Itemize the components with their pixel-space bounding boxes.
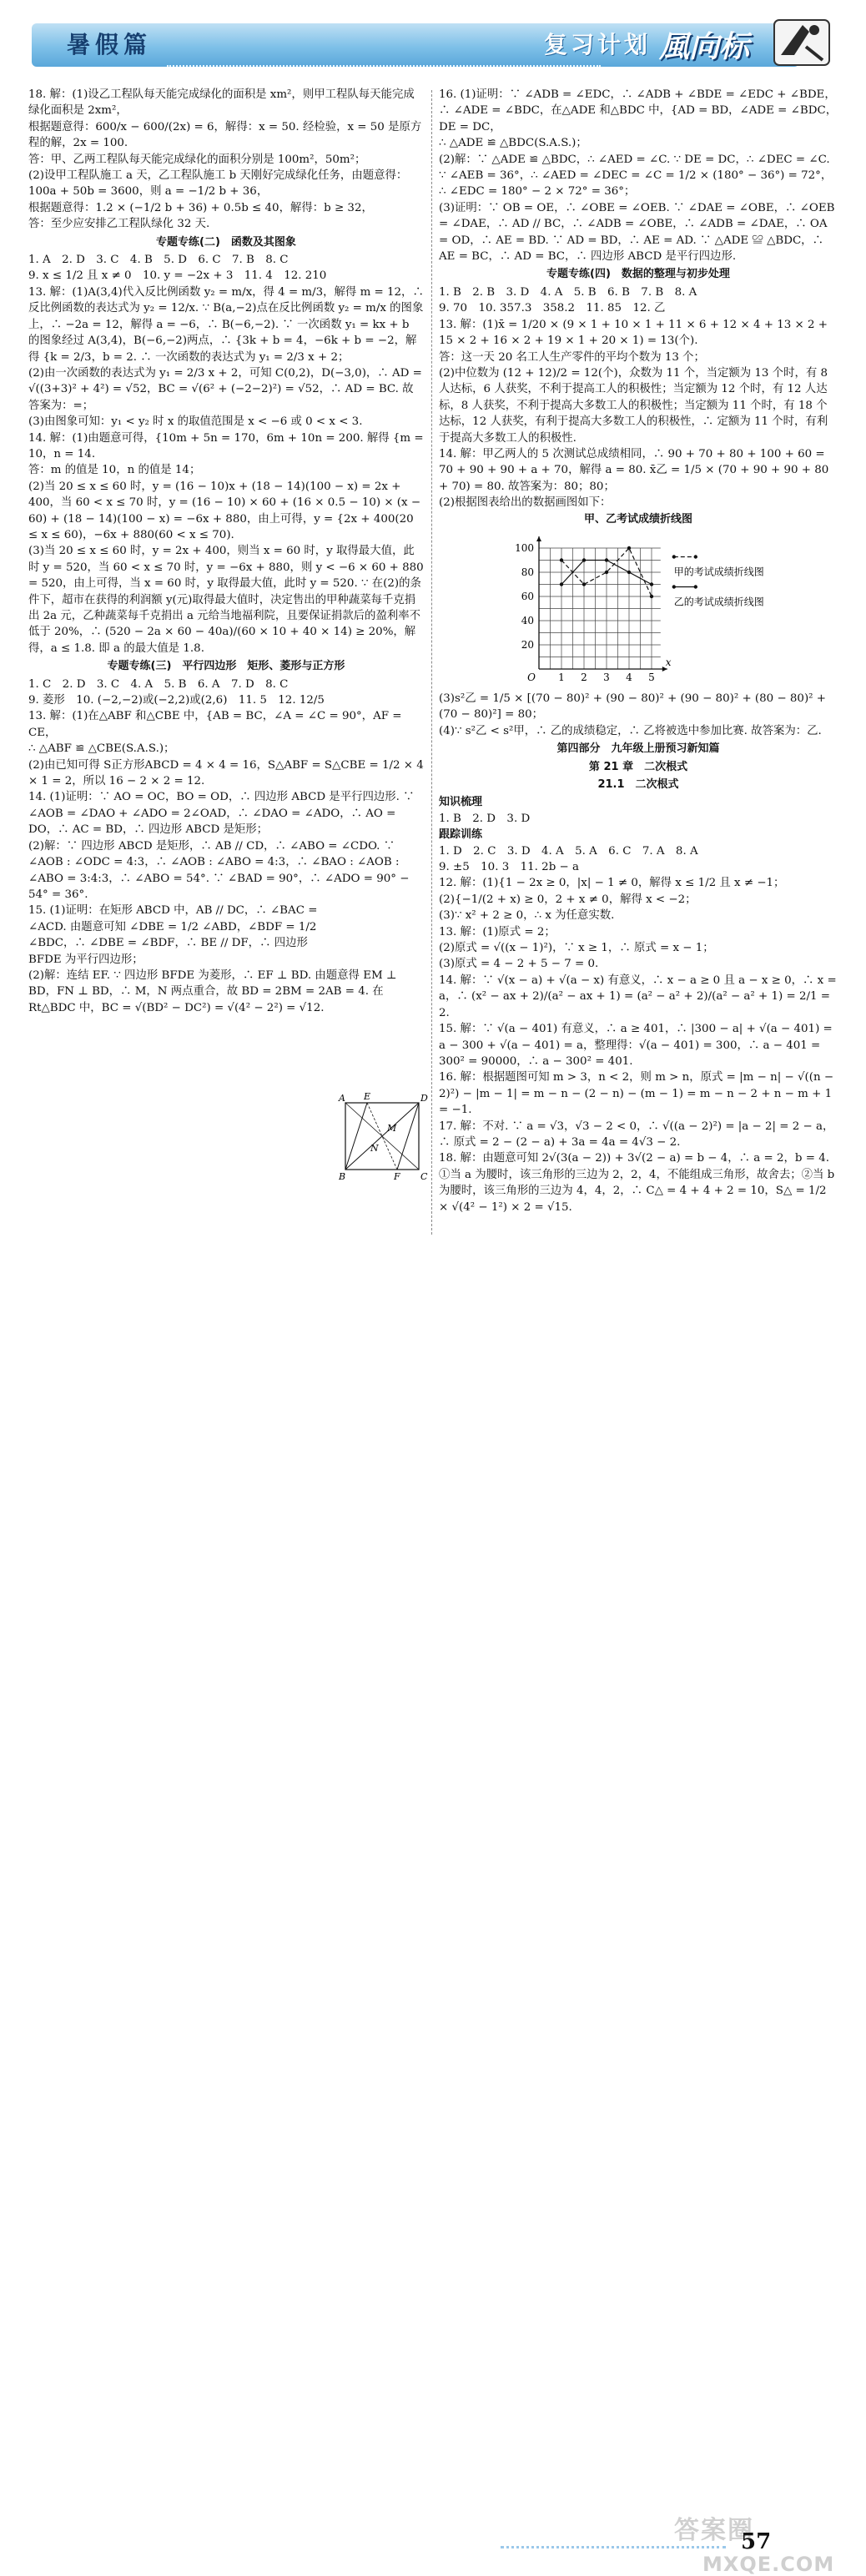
series-jia-point bbox=[627, 546, 631, 550]
brand-logo-text: 風向标 bbox=[659, 30, 750, 64]
x-axis-label: x bbox=[665, 656, 672, 668]
chapter-heading: 第 21 章 二次根式 bbox=[588, 760, 688, 773]
q18-line: (2)设甲工程队施工 a 天，乙工程队施工 b 天刚好完成绿化任务，由题意得：100a + 50b = 3600，则 a = −1/2 b + 36， bbox=[28, 169, 408, 199]
solution-line: (2){−1/(2 + x) ≥ 0，2 + x ≠ 0，解得 x < −2； bbox=[439, 893, 697, 906]
solution-line: (3)原式 = 4 − 2 + 5 − 7 = 0. bbox=[439, 958, 599, 971]
score-chart bbox=[439, 529, 838, 687]
label-f: F bbox=[394, 1171, 400, 1182]
series-jia-point bbox=[650, 595, 653, 598]
q15-line: (2)解：连结 EF. ∵ 四边形 BFDE 为菱形，∴ EF ⊥ BD. 由题意得 EM ⊥ BD，FN ⊥ BD，∴ M，N 两点重合，故 BD = 2BM = 2AB = 4. 在 Rt△BDC 中，BC = √(BD² − DC²) = √(4² − 2²) = √12. bbox=[28, 969, 400, 1014]
lesson-heading: 21.1 二次根式 bbox=[597, 778, 679, 791]
q18-line: 答：甲、乙两工程队每天能完成绿化的面积分别是 100m²，50m²； bbox=[28, 153, 366, 166]
footer-dotted-line bbox=[501, 2546, 726, 2548]
solution-line: 16. 解：根据题图可知 m > 3，n < 2，则 m > n，原式 = |m − n| − √((n − 2)²) − |m − 1| = m − n − (2 − n) − (m − 1) = m − n − 2 + n − m + 1 = −1. bbox=[439, 1071, 838, 1117]
label-c: C bbox=[420, 1171, 428, 1182]
q13-line: 13. 解：(1)x̄ = 1/20 × (9 × 1 + 10 × 1 + 11 × 6 + 12 × 4 + 13 × 2 + 15 × 2 + 16 × 2 + 19 × 1 + 20 × 1) = 13(个). bbox=[439, 318, 832, 348]
q13-line: (2)中位数为 (12 + 12)/2 = 12(个)，众数为 11 个，当定额为 13 个时，有 8 人达标，6 人获奖，不利于提高工人的积极性；当定额为 12 个时，有 12 人达标，8 人获奖，不利于提高大多数工人的积极性；当定额为 11 个时，有 18 个达标，12 人获奖，有利于提高大多数工人的积极性，∴ 定额为 11 个时，有利于提高大多数工人的积极性. bbox=[439, 366, 832, 445]
series-yi-point bbox=[627, 571, 631, 574]
answer-line: 1. A 2. D 3. C 4. B 5. D 6. C 7. B 8. C bbox=[28, 254, 289, 267]
segment-am bbox=[345, 1103, 382, 1136]
answer-line: 1. C 2. D 3. C 4. A 5. B 6. A 7. D 8. C bbox=[28, 677, 289, 691]
legend-label: 乙的考试成绩折线图 bbox=[673, 596, 764, 608]
q16-line: ∴ △ADE ≌ △BDC(S.A.S.)； bbox=[439, 137, 587, 150]
solution-line: (3)∵ x² + 2 ≥ 0，∴ x 为任意实数. bbox=[439, 909, 615, 923]
q14b-line: (2)解：∵ 四边形 ABCD 是矩形，∴ AB // CD，∴ ∠ABO = ∠CDO. ∵ ∠AOB : ∠ODC = 4:3，∴ ∠AOB : ∠ABO = 4:3，∴ ∠BAO : ∠AOB : ∠ABO = 3:4:3，∴ ∠ABO = 54°. ∵ ∠BAD = 90°，∴ ∠ADO = 90° − 54° = 36°. bbox=[28, 839, 413, 901]
series-yi-point bbox=[650, 582, 653, 586]
q14-line: (3)s²乙 = 1/5 × [(70 − 80)² + (90 − 80)² + (90 − 80)² + (80 − 80)² + (70 − 80)²] = 80； bbox=[439, 692, 830, 722]
series-yi-point bbox=[582, 558, 586, 561]
header-dotted-line bbox=[167, 58, 601, 67]
watermark-url: MXQE.COM bbox=[702, 2553, 835, 2576]
q18-line: 18. 解：(1)设乙工程队每天能完成绿化的面积是 xm²，则甲工程队每天能完成绿化面积是 2xm²， bbox=[28, 88, 415, 118]
subheading-genzong: 跟踪训练 bbox=[439, 828, 483, 842]
q13-line: (2)由一次函数的表达式为 y₁ = 2/3 x + 2，可知 C(0,2)，D(−3,0)，∴ AD = √((3+3)² + 4²) = √52，BC = √(6² + (−2−2)²) = √52，∴ AD = BC. 故答案为：=； bbox=[28, 366, 426, 412]
subheading-zhishi: 知识梳理 bbox=[439, 796, 483, 809]
page-number: 57 bbox=[741, 2529, 772, 2554]
section-heading: 专题专练(四) 数据的整理与初步处理 bbox=[546, 268, 730, 281]
q14-line: (4)∵ s²乙 < s²甲，∴ 乙的成绩稳定，∴ 乙将被选中参加比赛. 故答案为：乙. bbox=[439, 724, 822, 737]
x-tick-label: 1 bbox=[558, 671, 565, 683]
header-title: 复习计划 bbox=[544, 31, 652, 58]
q16-line: (2)解：∵ △ADE ≌ △BDC，∴ ∠AED = ∠C. ∵ DE = DC，∴ ∠DEC = ∠C. ∵ ∠AEB = 36°，∴ ∠AED = ∠DEC = ∠C = 1/2 × (180° − 36°) = 72°，∴ ∠EDC = 180° − 2 × 72° = 36°； bbox=[439, 153, 833, 199]
q14-line: 答：m 的值是 10，n 的值是 14； bbox=[28, 464, 201, 477]
y-tick-label: 20 bbox=[521, 638, 534, 651]
q13b-line: ∴ △ABF ≌ △CBE(S.A.S.)； bbox=[28, 742, 175, 756]
q13b-line: (2)由已知可得 S正方形ABCD = 4 × 4 = 16，S△ABF = S△CBE = 1/2 × 4 × 1 = 2，所以 16 − 2 × 2 = 12. bbox=[28, 758, 428, 788]
series-jia-point bbox=[560, 558, 563, 561]
q16-line: 16. (1)证明：∵ ∠ADB = ∠EDC，∴ ∠ADB + ∠BDE = ∠EDC + ∠BDE，∴ ∠ADE = ∠BDC，在△ADE 和△BDC 中，{AD = BD，∠ADE = ∠BDC，DE = DC， bbox=[439, 88, 838, 133]
q18-line: 根据题意得：600/x − 600/(2x) = 6，解得：x = 50. 经检验，x = 50 是原方程的解，2x = 100. bbox=[28, 120, 422, 150]
legend-marker bbox=[672, 585, 676, 588]
legend-marker bbox=[694, 555, 697, 558]
q13-line: (3)由图象可知：y₁ < y₂ 时 x 的取值范围是 x < −6 或 0 < x < 3. bbox=[28, 415, 363, 429]
watermark-text: 答案圈 bbox=[674, 2516, 754, 2545]
page-footer bbox=[0, 1251, 866, 2576]
q14-line: 14. 解：甲乙两人的 5 次测试总成绩相同，∴ 90 + 70 + 80 + 100 + 60 = 70 + 90 + 90 + a + 70，解得 a = 80. x̄乙 = 1/5 × (70 + 90 + 90 + 80 + 70) = 80. 故答案为：80；80； bbox=[439, 447, 833, 493]
label-n: N bbox=[370, 1143, 379, 1154]
label-m: M bbox=[387, 1123, 397, 1134]
solution-line: 13. 解：(1)原式 = 2； bbox=[439, 925, 556, 938]
solution-line: 18. 解：由题意可知 2√(3(a − 2)) + 3√(2 − a) = b − 4，∴ a = 2，b = 4. ①当 a 为腰时，该三角形的三边为 2，2，4，不能组成三角形，故舍去；②当 b 为腰时，该三角形的三边为 4，4，2，∴ C△ = 4 + 4 + 2 = 10，S△ = 1/2 × √(4² − 1²) × 2 = √15. bbox=[439, 1152, 838, 1214]
q15-line: 15. (1)证明：在矩形 ABCD 中，AB // DC，∴ ∠BAC = ∠ACD. 由题意可知 ∠DBE = 1/2 ∠ABD，∠BDF = 1/2 ∠BDC，∴ ∠DBE = ∠BDF，∴ BE // DF，∴ 四边形 BFDE 为平行四边形； bbox=[28, 904, 321, 966]
legend-marker bbox=[672, 555, 676, 558]
rectangle-diagram bbox=[337, 1091, 429, 1183]
section-tag: 暑假篇 bbox=[67, 31, 153, 58]
q13b-line: 13. 解：(1)在△ABF 和△CBE 中，{AB = BC，∠A = ∠C = 90°，AF = CE， bbox=[28, 710, 405, 739]
x-tick-label: 2 bbox=[581, 671, 587, 683]
q14-line: (3)当 20 ≤ x ≤ 60 时，y = 2x + 400，则当 x = 60 时，y 取得最大值，此时 y = 520，当 60 < x ≤ 70 时，y = −6x + 880，则 y < −6 × 60 + 880 = 520，由上可得，当 x = 60 时，y 取得最大值，此时 y = 520. ∵ 在(2)的条件下，超市在获得的利润额 y(元)取得最大值时，决定售出的甲种蔬菜每千克捐出 2a 元，乙种蔬菜每千克捐出 a 元给当地福利院，且要保证捐款后的盈利率不低于 20%，∴ (520 − 2a × 60 − 40a)/(60 × 10 + 40 × 14) ≥ 20%，解得，a ≤ 1.8. 即 a 的最大值是 1.8. bbox=[28, 545, 427, 655]
puzzle-logo-icon bbox=[769, 13, 836, 70]
answer-line: 1. B 2. B 3. D 4. A 5. B 6. B 7. B 8. A bbox=[439, 285, 697, 299]
section-heading: 专题专练(二) 函数及其图象 bbox=[156, 235, 296, 249]
answer-line: 1. B 2. D 3. D bbox=[439, 812, 531, 825]
q18-line: 答：至少应安排乙工程队绿化 32 天. bbox=[28, 218, 210, 231]
series-jia-point bbox=[605, 571, 608, 574]
page-header bbox=[0, 0, 866, 77]
solution-line: 15. 解：∵ √(a − 401) 有意义，∴ a ≥ 401，∴ |300 − a| + √(a − 401) = a − 300 + √(a − 401) = a，整理得：√(a − 401) = 300，∴ a − 401 = 300² = 90000，∴ a − 300² = 401. bbox=[439, 1023, 837, 1068]
solution-line: 17. 解：不对. ∵ a = √3，√3 − 2 < 0，∴ √((a − 2)²) = |a − 2| = 2 − a，∴ 原式 = 2 − (2 − a) + 3a = 4a = 4√3 − 2. bbox=[439, 1119, 834, 1149]
left-column bbox=[28, 87, 428, 1016]
q13-line: 答：这一天 20 名工人生产零件的平均个数为 13 个； bbox=[439, 350, 705, 364]
part-heading: 第四部分 九年级上册预习新知篇 bbox=[556, 742, 720, 756]
answer-line: 9. 70 10. 357.3 358.2 11. 85 12. 乙 bbox=[439, 302, 666, 315]
legend-label: 甲的考试成绩折线图 bbox=[673, 566, 764, 578]
chart-title: 甲、乙考试成绩折线图 bbox=[583, 512, 692, 526]
legend-marker bbox=[694, 585, 697, 588]
y-tick-label: 100 bbox=[515, 541, 534, 554]
column-divider bbox=[431, 90, 432, 1235]
q13-line: 13. 解：(1)A(3,4)代入反比例函数 y₂ = m/x，得 4 = m/3，解得 m = 12，∴ 反比例函数的表达式为 y₂ = 12/x. ∵ B(a,−2)点在反比例函数 y₂ = m/x 的图象上，∴ −2a = 12，解得 a = −6，∴ B(−6,−2). ∵ 一次函数 y₁ = kx + b 的图象经过 A(3,4)，B(−6,−2)两点，∴ {3k + b = 4，−6k + b = −2，解得 {k = 2/3，b = 2. ∴ 一次函数的表达式为 y₁ = 2/3 x + 2； bbox=[28, 285, 428, 364]
x-tick-label: 5 bbox=[648, 671, 655, 683]
label-b: B bbox=[339, 1171, 346, 1182]
segment-cn bbox=[382, 1136, 419, 1170]
line-chart-svg bbox=[439, 529, 838, 687]
label-a: A bbox=[339, 1093, 345, 1104]
series-jia-point bbox=[582, 582, 586, 586]
q16-line: (3)证明：∵ OB = OE，∴ ∠OBE = ∠OEB. ∵ ∠DAE = ∠OBE，∴ ∠OEB = ∠DAE，∴ AD // BC，∴ ∠ADB = ∠OBE，∴ ∠ADB = ∠DAE，∴ OA = OD，∴ AE = BD. ∵ AD = BD，∴ AE = AD. ∵ △ADE ≌ △BDC，∴ AE = BC，∴ AD = BC，∴ 四边形 ABCD 是平行四边形. bbox=[439, 201, 838, 264]
q14-line: (2)当 20 ≤ x ≤ 60 时，y = (16 − 10)x + (18 − 14)(100 − x) = 2x + 400，当 60 < x ≤ 70 时，y = (16 − 10) × 60 + (16 × 0.5 − 10) × (x − 60) + (18 − 14)(100 − x) = −6x + 880，由上可得，y = {2x + 400(20 ≤ x ≤ 60)，−6x + 880(60 < x ≤ 70). bbox=[28, 480, 425, 541]
y-tick-label: 40 bbox=[521, 614, 534, 626]
label-e: E bbox=[364, 1091, 371, 1102]
x-tick-label: 4 bbox=[626, 671, 632, 683]
q14-line: 14. 解：(1)由题意可得，{10m + 5n = 170，6m + 10n = 200. 解得 {m = 10，n = 14. bbox=[28, 431, 427, 460]
answer-line: 9. x ≤ 1/2 且 x ≠ 0 10. y = −2x + 3 11. 4 12. 210 bbox=[28, 269, 327, 283]
y-axis-arrow-icon bbox=[536, 536, 541, 541]
solution-line: (2)原式 = √((x − 1)²)，∵ x ≥ 1，∴ 原式 = x − 1； bbox=[439, 942, 714, 955]
label-d: D bbox=[420, 1093, 428, 1104]
right-column bbox=[439, 87, 838, 1215]
answer-line: 1. D 2. C 3. D 4. A 5. A 6. C 7. A 8. A bbox=[439, 844, 698, 858]
section-heading: 专题专练(三) 平行四边形 矩形、菱形与正方形 bbox=[107, 660, 345, 673]
y-tick-label: 60 bbox=[521, 590, 534, 602]
answer-line: 9. 菱形 10. (−2,−2)或(−2,2)或(2,6) 11. 5 12. 12/5 bbox=[28, 694, 325, 707]
solution-line: 12. 解：(1){1 − 2x ≥ 0，|x| − 1 ≠ 0，解得 x ≤ 1/2 且 x ≠ −1； bbox=[439, 877, 785, 890]
y-tick-label: 80 bbox=[521, 566, 534, 578]
q14-line: (2)根据图表给出的数据画图如下： bbox=[439, 496, 612, 510]
origin-label: O bbox=[527, 671, 536, 683]
solution-line: 14. 解：∵ √(x − a) + √(a − x) 有意义，∴ x − a ≥ 0 且 a − x ≥ 0，∴ x = a，∴ (x² − ax + 2)/(a² − ax + 1) = (a² − a² + 2)/(a² − a² + 1) = 2/1 = 2. bbox=[439, 974, 840, 1019]
answer-line: 9. ±5 10. 3 11. 2b − a bbox=[439, 861, 579, 874]
series-yi-point bbox=[605, 558, 608, 561]
series-yi-point bbox=[560, 582, 563, 586]
q18-line: 根据题意得：1.2 × (−1/2 b + 36) + 0.5b ≤ 40，解得：b ≥ 32， bbox=[28, 201, 373, 214]
x-tick-label: 3 bbox=[603, 671, 610, 683]
q14b-line: 14. (1)证明：∵ AO = OC，BO = OD，∴ 四边形 ABCD 是平行四边形. ∵ ∠AOB = ∠DAO + ∠ADO = 2∠OAD，∴ ∠DAO = ∠ADO，∴ AO = DO，∴ AC = BD，∴ 四边形 ABCD 是矩形； bbox=[28, 791, 418, 837]
